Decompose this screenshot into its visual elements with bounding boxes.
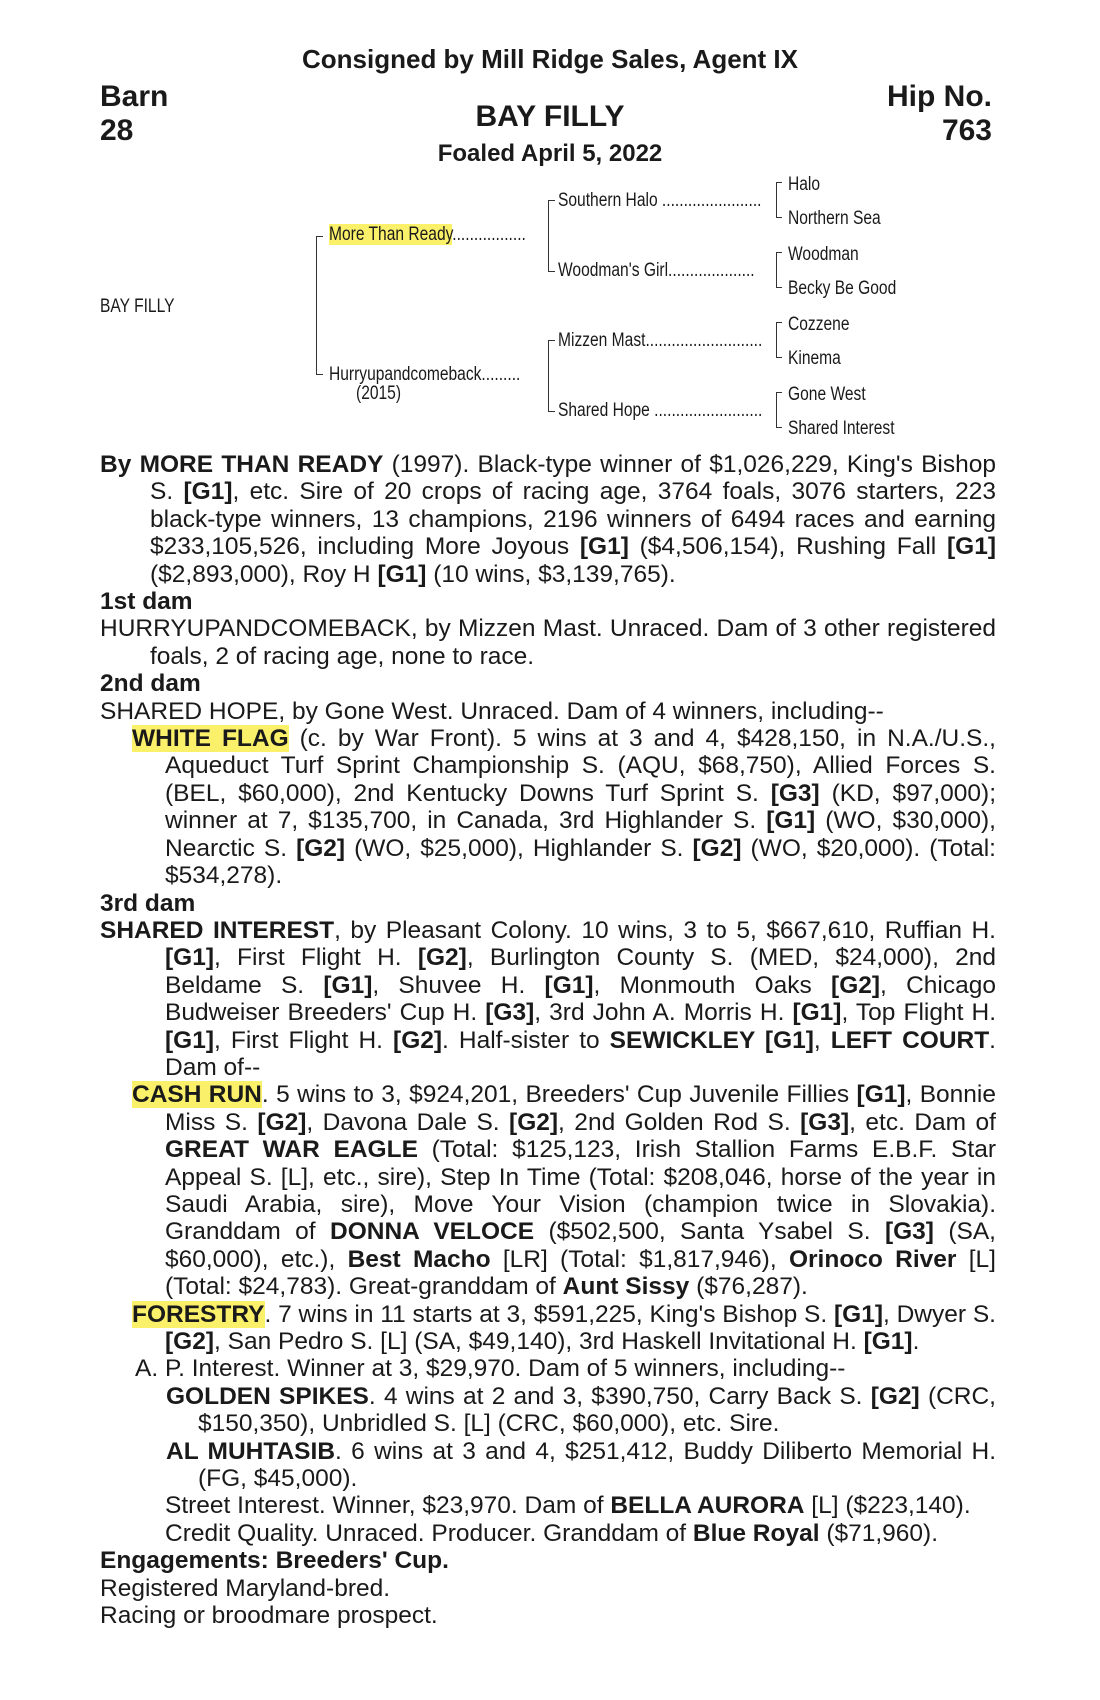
pedigree-bracket-dam — [548, 340, 555, 412]
golden-spikes-entry: GOLDEN SPIKES. 4 wins at 2 and 3, $390,750, Carry Back S. [G2] (CRC, $150,350), Unbridled S. [L] (CRC, $60,000), etc. Sire. — [166, 1382, 996, 1438]
ap-interest-entry: A. P. Interest. Winner at 3, $29,970. Dam of 5 winners, including-- — [135, 1355, 846, 1383]
pedigree-bracket-g3-1 — [776, 182, 782, 218]
pedigree-bracket-g3-2 — [776, 252, 782, 288]
sire-paragraph: By MORE THAN READY (1997). Black-type winner of $1,026,229, King's Bishop S. [G1], etc. Sire of 20 crops of racing age, 3764 foals, 3076 starters, 223 black-type winners, 13 champions, 2196 winners of 6494 races and earning $233,105,526, including More Joyous [G1] ($4,506,154), Rushing Fall [G1] ($2,893,000), Roy H [G1] (10 wins, $3,139,765). — [100, 451, 996, 588]
pedigree-sire-dam: Woodman's Girl.................... — [558, 260, 755, 281]
pedigree-bracket-sire — [548, 200, 555, 272]
catalog-body — [100, 451, 996, 1629]
pedigree-dam-dam: Shared Hope ......................... — [558, 400, 763, 421]
consignor-line: Consigned by Mill Ridge Sales, Agent IX — [302, 44, 798, 74]
pedigree-bracket-gen1 — [316, 236, 323, 375]
hip-label: Hip No. — [887, 80, 992, 113]
hip-number: 763 — [941, 114, 992, 147]
pedigree-bracket-g3-4 — [776, 392, 782, 428]
forestry-entry: FORESTRY. 7 wins in 11 starts at 3, $591,225, King's Bishop S. [G1], Dwyer S. [G2], San Pedro S. [L] (SA, $49,140), 3rd Haskell Invitational H. [G1]. — [132, 1300, 996, 1355]
pedigree-g3-halo: Halo — [788, 174, 821, 195]
pedigree-g3-becky-be-good: Becky Be Good — [788, 278, 897, 299]
al-muhtasib-entry: AL MUHTASIB. 6 wins at 3 and 4, $251,412, Buddy Diliberto Memorial H. (FG, $45,000). — [166, 1437, 997, 1493]
engagements: Engagements: Breeders' Cup. — [100, 1547, 449, 1575]
first-dam-text: HURRYUPANDCOMEBACK, by Mizzen Mast. Unraced. Dam of 3 other registered foals, 2 of racing age, none to race. — [100, 615, 996, 670]
second-dam-text: SHARED HOPE, by Gone West. Unraced. Dam of 4 winners, including-- — [100, 697, 884, 725]
barn-label: Barn — [100, 80, 169, 113]
registered-line: Registered Maryland-bred. — [100, 1574, 391, 1602]
pedigree-sire-sire: Southern Halo ....................... — [558, 190, 762, 211]
pedigree-g3-northern-sea: Northern Sea — [788, 208, 881, 229]
pedigree-g3-kinema: Kinema — [788, 348, 841, 369]
pedigree-dam: Hurryupandcomeback......... — [329, 364, 521, 385]
cash-run-entry: CASH RUN. 5 wins to 3, $924,201, Breeders' Cup Juvenile Fillies [G1], Bonnie Miss S. [G2], Davona Dale S. [G2], 2nd Golden Rod S. [G3], etc. Dam of GREAT WAR EAGLE (Total: $125,123, Irish Stallion Farms E.B.F. Star Appeal S. [L], etc., sire), Step In Time (Total: $208,046, horse of the year in Saudi Arabia, sire), Move Your Vision (champion twice in Slovakia). Granddam of DONNA VELOCE ($502,500, Santa Ysabel S. [G3] (SA, $60,000), etc.), Best Macho [LR] (Total: $1,817,946), Orinoco River [L] (Total: $24,783). Great-granddam of Aunt Sissy ($76,287). — [132, 1081, 997, 1301]
pedigree-g3-shared-interest: Shared Interest — [788, 418, 895, 439]
pedigree-g3-cozzene: Cozzene — [788, 314, 850, 335]
pedigree-bracket-g3-3 — [776, 322, 782, 358]
pedigree-g3-gone-west: Gone West — [788, 384, 866, 405]
foaled-date: Foaled April 5, 2022 — [437, 140, 663, 167]
first-dam-heading: 1st dam — [100, 588, 193, 616]
credit-quality-entry: Credit Quality. Unraced. Producer. Granddam of Blue Royal ($71,960). — [165, 1519, 939, 1547]
pedigree-dam-year: (2015) — [356, 383, 402, 404]
street-interest-entry: Street Interest. Winner, $23,970. Dam of BELLA AURORA [L] ($223,140). — [165, 1492, 971, 1520]
pedigree-sire: More Than Ready................. — [329, 224, 526, 245]
pedigree-g3-woodman: Woodman — [788, 244, 859, 265]
pedigree-subject: BAY FILLY — [100, 296, 175, 317]
pedigree-dam-sire: Mizzen Mast........................... — [558, 330, 763, 351]
shared-interest-entry: SHARED INTEREST, by Pleasant Colony. 10 wins, 3 to 5, $667,610, Ruffian H. [G1], First Flight H. [G2], Burlington County S. (MED, $24,000), 2nd Beldame S. [G1], Shuvee H. [G1], Monmouth Oaks [G2], Chicago Budweiser Breeders' Cup H. [G3], 3rd John A. Morris H. [G1], Top Flight H. [G1], First Flight H. [G2]. Half-sister to SEWICKLEY [G1], LEFT COURT. Dam of-- — [100, 916, 997, 1081]
white-flag-entry: WHITE FLAG (c. by War Front). 5 wins at 3 and 4, $428,150, in N.A./U.S., Aqueduct Turf Sprint Championship S. (AQU, $68,750), Allied Forces S. (BEL, $60,000), 2nd Kentucky Downs Turf Sprint S. [G3] (KD, $97,000); winner at 7, $135,700, in Canada, 3rd Highlander S. [G1] (WO, $30,000), Nearctic S. [G2] (WO, $25,000), Highlander S. [G2] (WO, $20,000). (Total: $534,278). — [132, 725, 996, 890]
prospect-line: Racing or broodmare prospect. — [100, 1602, 438, 1630]
barn-number: 28 — [100, 114, 134, 147]
third-dam-heading: 3rd dam — [100, 889, 196, 917]
page-title: BAY FILLY — [475, 100, 625, 133]
second-dam-heading: 2nd dam — [100, 670, 201, 698]
